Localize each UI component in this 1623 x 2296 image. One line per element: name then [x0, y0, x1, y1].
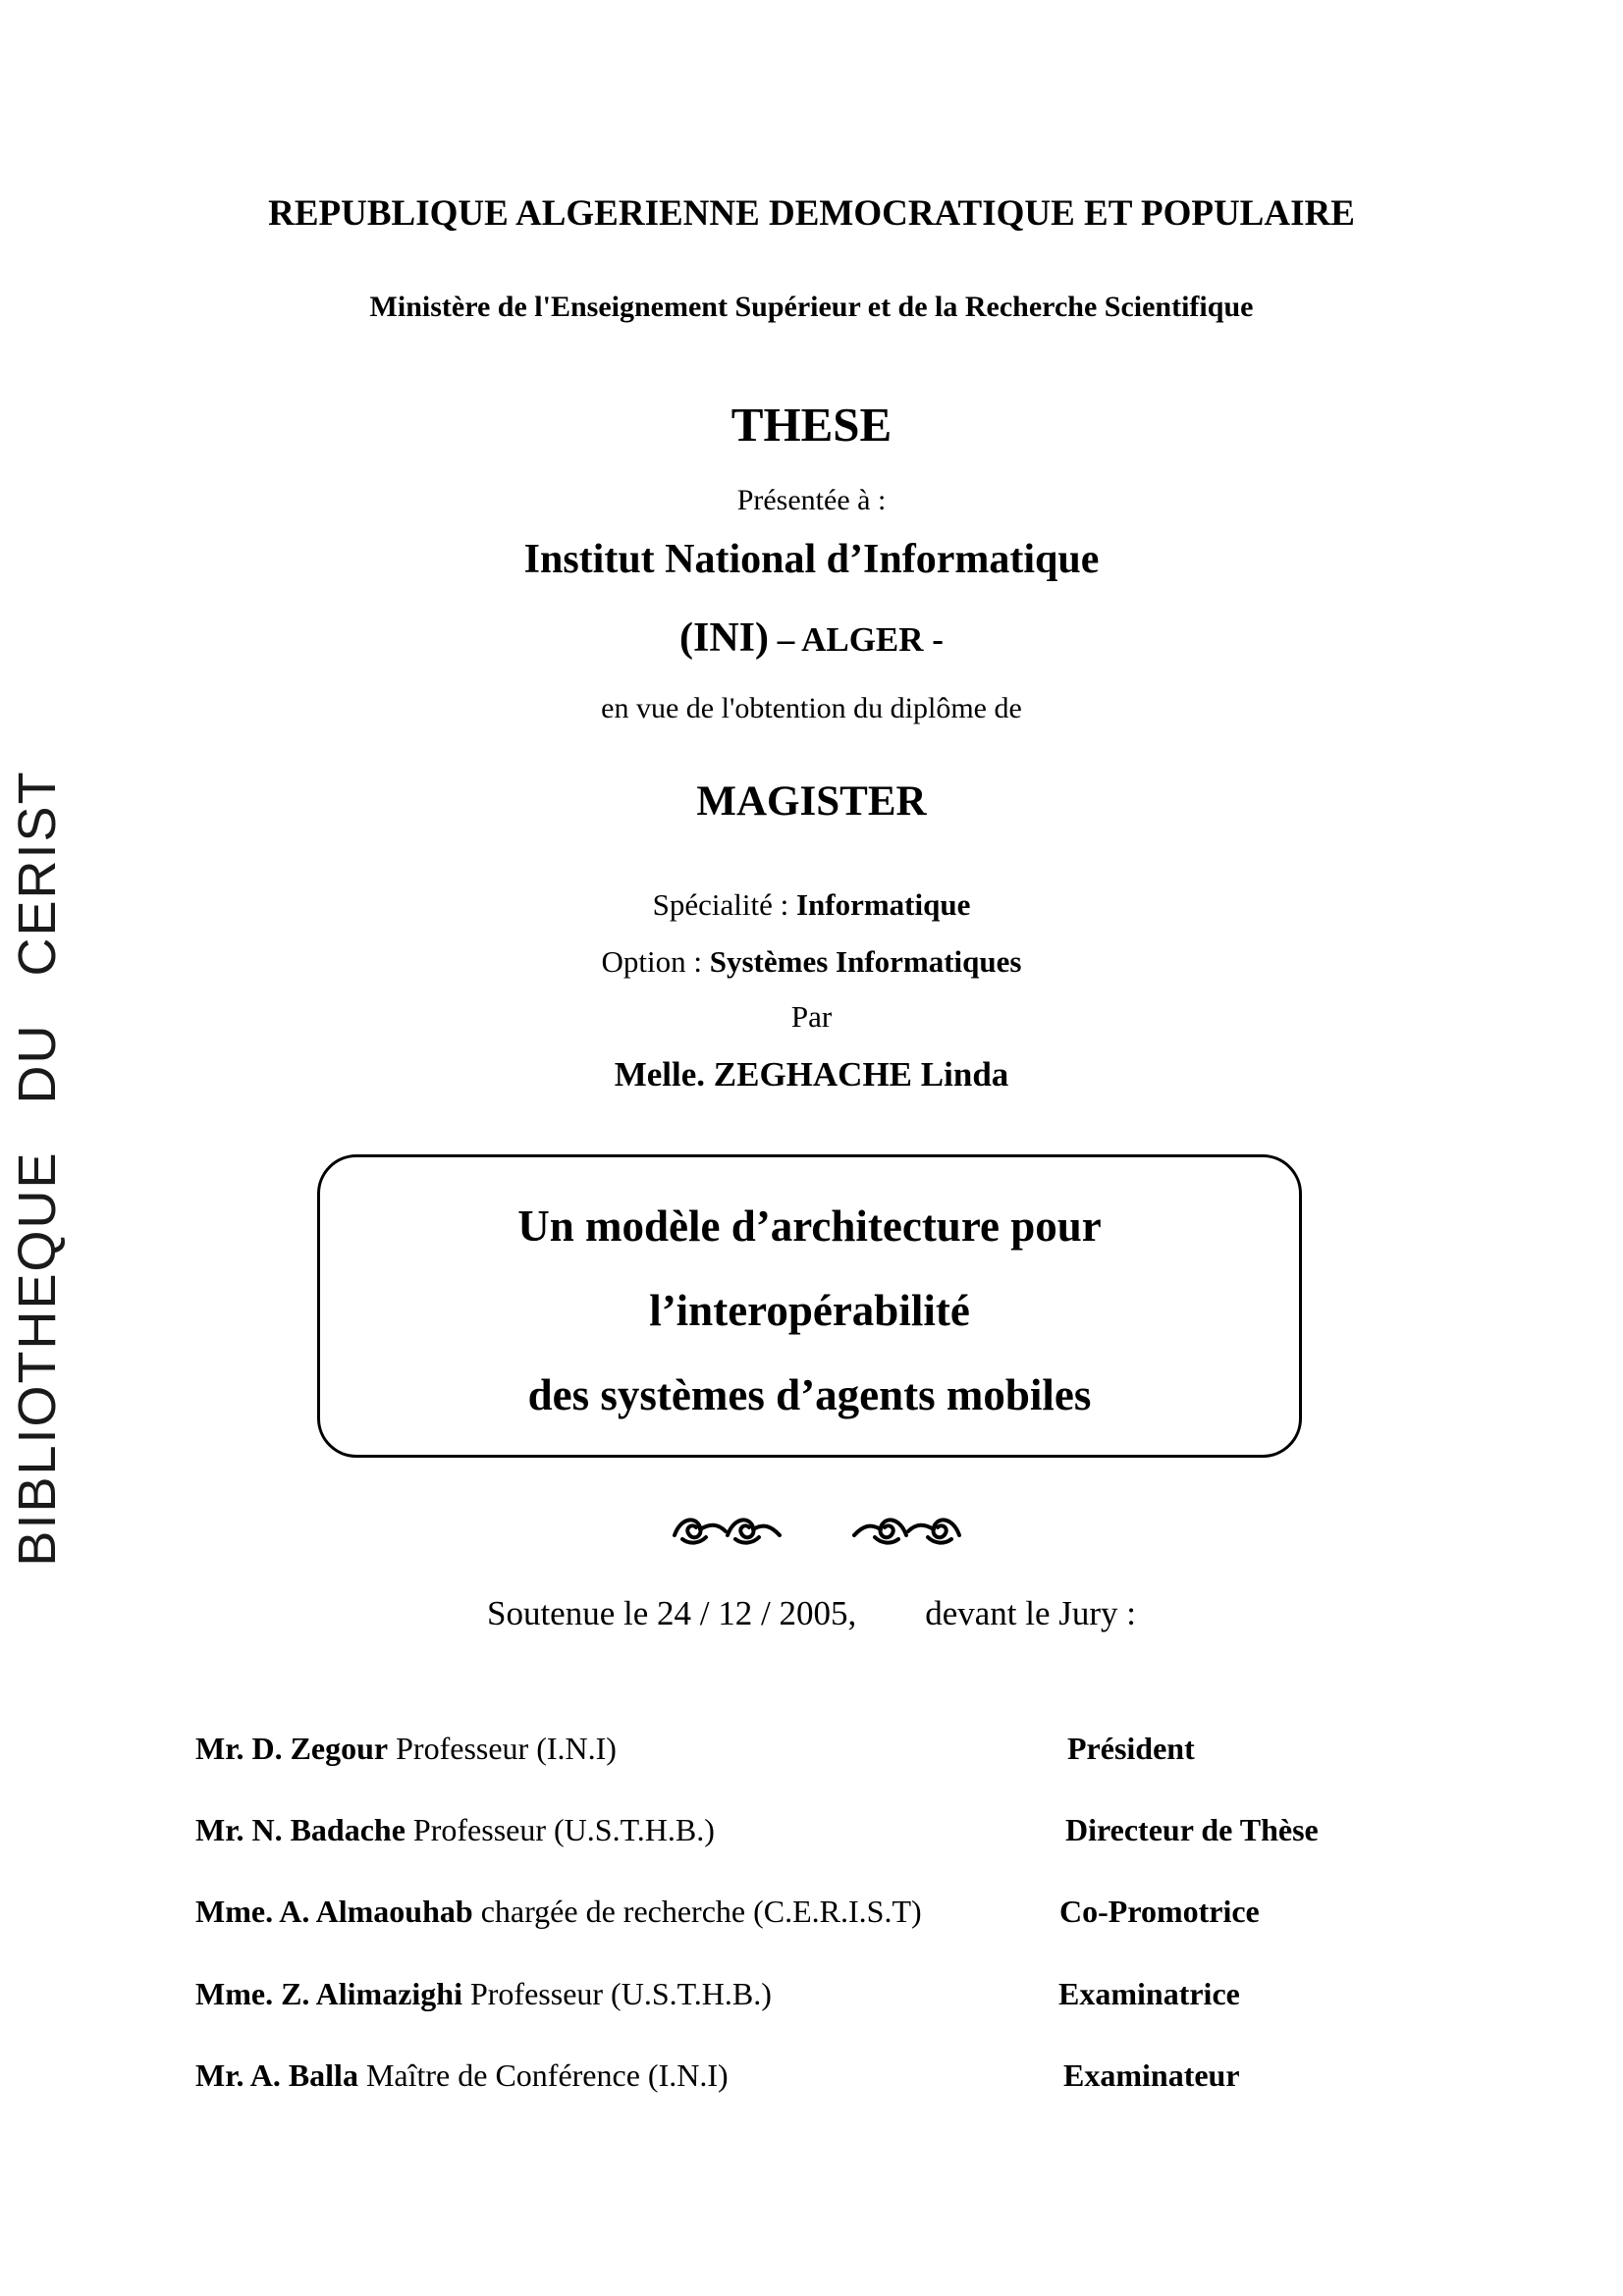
defense-date: Soutenue le 24 / 12 / 2005, [486, 1594, 857, 1632]
jury-role: Co-Promotrice [1059, 1894, 1260, 1929]
jury-member-name: Mme. A. Almaouhab [195, 1894, 473, 1929]
ornament-right-icon [850, 1502, 963, 1551]
institute-abbreviation: (INI) [679, 615, 770, 661]
jury-member-name: Mme. Z. Alimazighi [195, 1976, 462, 2011]
defense-line [0, 1594, 1623, 1633]
jury-row [0, 1894, 1623, 1943]
thesis-title-line-3: des systèmes d’agents mobiles [527, 1370, 1092, 1419]
by-label: Par [790, 999, 833, 1034]
option-line [0, 944, 1623, 980]
option-label: Option : [601, 944, 710, 979]
thesis-title-line-1: Un modèle d’architecture pour [517, 1201, 1102, 1251]
jury-member [195, 1812, 715, 1848]
jury-role: Directeur de Thèse [1065, 1812, 1319, 1847]
jury-row [0, 2057, 1623, 2107]
institute-city: – ALGER - [769, 620, 944, 659]
jury-row [0, 1812, 1623, 1861]
jury-member [195, 1894, 922, 1930]
institute-name: Institut National d’Informatique [523, 537, 1100, 582]
degree-name: MAGISTER [696, 778, 927, 825]
jury-member-title: Professeur (U.S.T.H.B.) [461, 1976, 772, 2011]
thesis-title-box [317, 1154, 1302, 1458]
ministry-heading: Ministère de l'Enseignement Supérieur et de la Recherche Scientifique [369, 291, 1254, 323]
republic-heading: REPUBLIQUE ALGERIENNE DEMOCRATIQUE ET POPULAIRE [268, 193, 1355, 234]
thesis-title-line-2: l’interopérabilité [649, 1286, 970, 1335]
jury-role: Président [1067, 1731, 1195, 1766]
option-value: Systèmes Informatiques [709, 944, 1022, 979]
institute-abbreviation-line [0, 614, 1623, 662]
watermark-word-1: BIBLIOTHEQUE [8, 1150, 67, 1567]
jury-member-title: Maître de Conférence (I.N.I) [357, 2057, 729, 2093]
decorative-ornaments [0, 1502, 1623, 1551]
speciality-line [0, 887, 1623, 923]
jury-row [0, 1731, 1623, 1780]
jury-member [195, 1976, 772, 2012]
jury-row [0, 1976, 1623, 2025]
jury-member [195, 2057, 729, 2094]
jury-member-name: Mr. D. Zegour [195, 1731, 389, 1766]
watermark-word-3: CERIST [8, 770, 67, 977]
jury-member-name: Mr. N. Badache [195, 1812, 406, 1847]
speciality-label: Spécialité : [652, 887, 796, 922]
speciality-value: Informatique [795, 887, 971, 922]
jury-intro: devant le Jury : [925, 1594, 1137, 1632]
watermark-word-2: DU [8, 1023, 67, 1104]
jury-member-title: Professeur (U.S.T.H.B.) [405, 1812, 715, 1847]
jury-member-name: Mr. A. Balla [195, 2057, 358, 2093]
jury-role: Examinateur [1063, 2057, 1240, 2093]
jury-member-title: chargée de recherche (C.E.R.I.S.T) [472, 1894, 922, 1929]
document-type: THESE [730, 398, 893, 452]
author-name: Melle. ZEGHACHE Linda [614, 1055, 1009, 1094]
jury-member-title: Professeur (I.N.I) [388, 1731, 617, 1766]
ornament-left-icon [671, 1502, 784, 1551]
jury-role: Examinatrice [1058, 1976, 1240, 2011]
obtention-text: en vue de l'obtention du diplôme de [601, 692, 1022, 724]
jury-member [195, 1731, 617, 1767]
presented-to-label: Présentée à : [736, 484, 887, 516]
